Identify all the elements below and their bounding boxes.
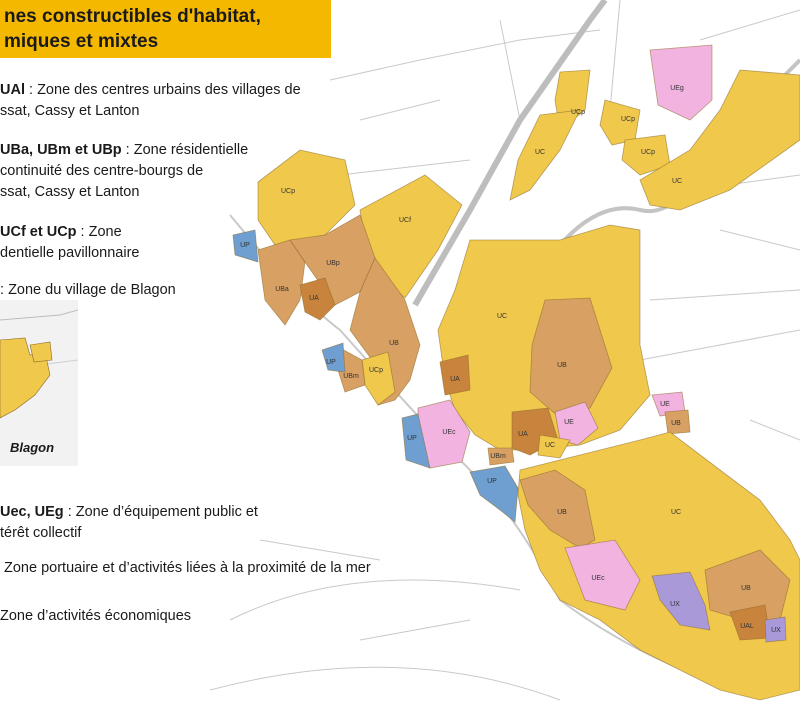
legend-item-ue [0,502,258,544]
label-up-west: UP [240,242,250,249]
legend-sep: : [63,504,76,520]
label-uec-central: UEc [442,429,456,436]
legend-code: Uec, UEg [0,504,64,520]
legend-desc-cont: térêt collectif [0,525,82,541]
legend-desc-cont: continuité des centre-bourgs de [0,163,204,179]
zone-up-port[interactable] [470,466,518,522]
legend-desc-cont: ssat, Cassy et Lanton [0,103,140,119]
label-ucp-sw: UCp [368,367,384,374]
label-uc-south: UC [670,509,682,516]
legend-desc: Zone résidentielle [133,142,249,158]
title-box [0,0,331,58]
legend-item-ub [0,140,248,203]
legend-code: UCf et UCp [0,224,77,240]
legend-desc-cont: ssat, Cassy et Lanton [0,184,140,200]
label-uc-central2: UC [544,442,556,449]
legend-item-uc [0,222,139,264]
zone-uba[interactable] [258,240,305,325]
legend-item-up [4,558,371,579]
label-up-sw: UP [326,359,336,366]
title-line-2: miques et mixtes [4,31,159,52]
label-ub-east: UB [671,420,681,427]
label-uc-ne: UC [671,178,683,185]
label-ucp-north3: UCp [640,149,656,156]
legend-code: UAl [0,82,25,98]
label-ub-west: UB [389,340,399,347]
label-ucf: UCf [398,217,412,224]
legend-desc: Zone d’activités économiques [0,608,192,624]
label-ubm-central: UBm [490,453,506,460]
legend-sep: : [24,82,38,98]
label-uba: UBa [275,286,289,293]
label-ux-south: UX [670,601,680,608]
legend-desc: Zone d’équipement public et [75,504,258,520]
label-ucp-north2: UCp [620,116,636,123]
label-ua-central: UA [450,376,460,383]
label-up-central: UP [407,435,417,442]
label-ua-west: UA [309,295,319,302]
label-ue-central: UE [564,419,574,426]
label-ual: UAL [740,623,754,630]
label-ucp-west: UCp [280,188,296,195]
label-up-port: UP [487,478,497,485]
legend-item-ux [0,606,191,627]
legend-sep: : [0,282,9,298]
zone-up-sw[interactable] [322,343,345,372]
legend-desc: Zone [88,224,122,240]
label-uc-central: UC [496,313,508,320]
label-uec-south: UEc [591,575,605,582]
zone-ueg[interactable] [650,45,712,120]
label-ux-se: UX [771,627,781,634]
label-uc-north1: UC [534,149,546,156]
legend-desc: Zone des centres urbains des villages de [37,82,301,98]
label-ueg: UEg [670,85,684,92]
legend-item-blagon [0,280,176,301]
label-ub-se: UB [741,585,751,592]
zones [233,45,800,700]
label-ua-central2: UA [518,431,528,438]
label-ue-east: UE [660,401,670,408]
title-line-1: nes constructibles d'habitat, [4,6,261,27]
legend-sep: : [76,224,89,240]
legend-desc: Zone portuaire et d’activités liées à la proximité de la mer [4,560,371,576]
label-ucp-north1: UCp [570,109,586,116]
label-ubp: UBp [326,260,340,267]
label-ub-central: UB [557,362,567,369]
label-ubm-west: UBm [343,373,359,380]
legend-sep: : [121,142,134,158]
zone-ua-central[interactable] [440,355,470,395]
legend-code: UBa, UBm et UBp [0,142,122,158]
legend-item-ual [0,80,301,122]
inset-label-blagon: Blagon [10,440,55,455]
legend-desc-cont: dentielle pavillonnaire [0,245,140,261]
label-ub-south: UB [557,509,567,516]
legend-desc: Zone du village de Blagon [8,282,176,298]
